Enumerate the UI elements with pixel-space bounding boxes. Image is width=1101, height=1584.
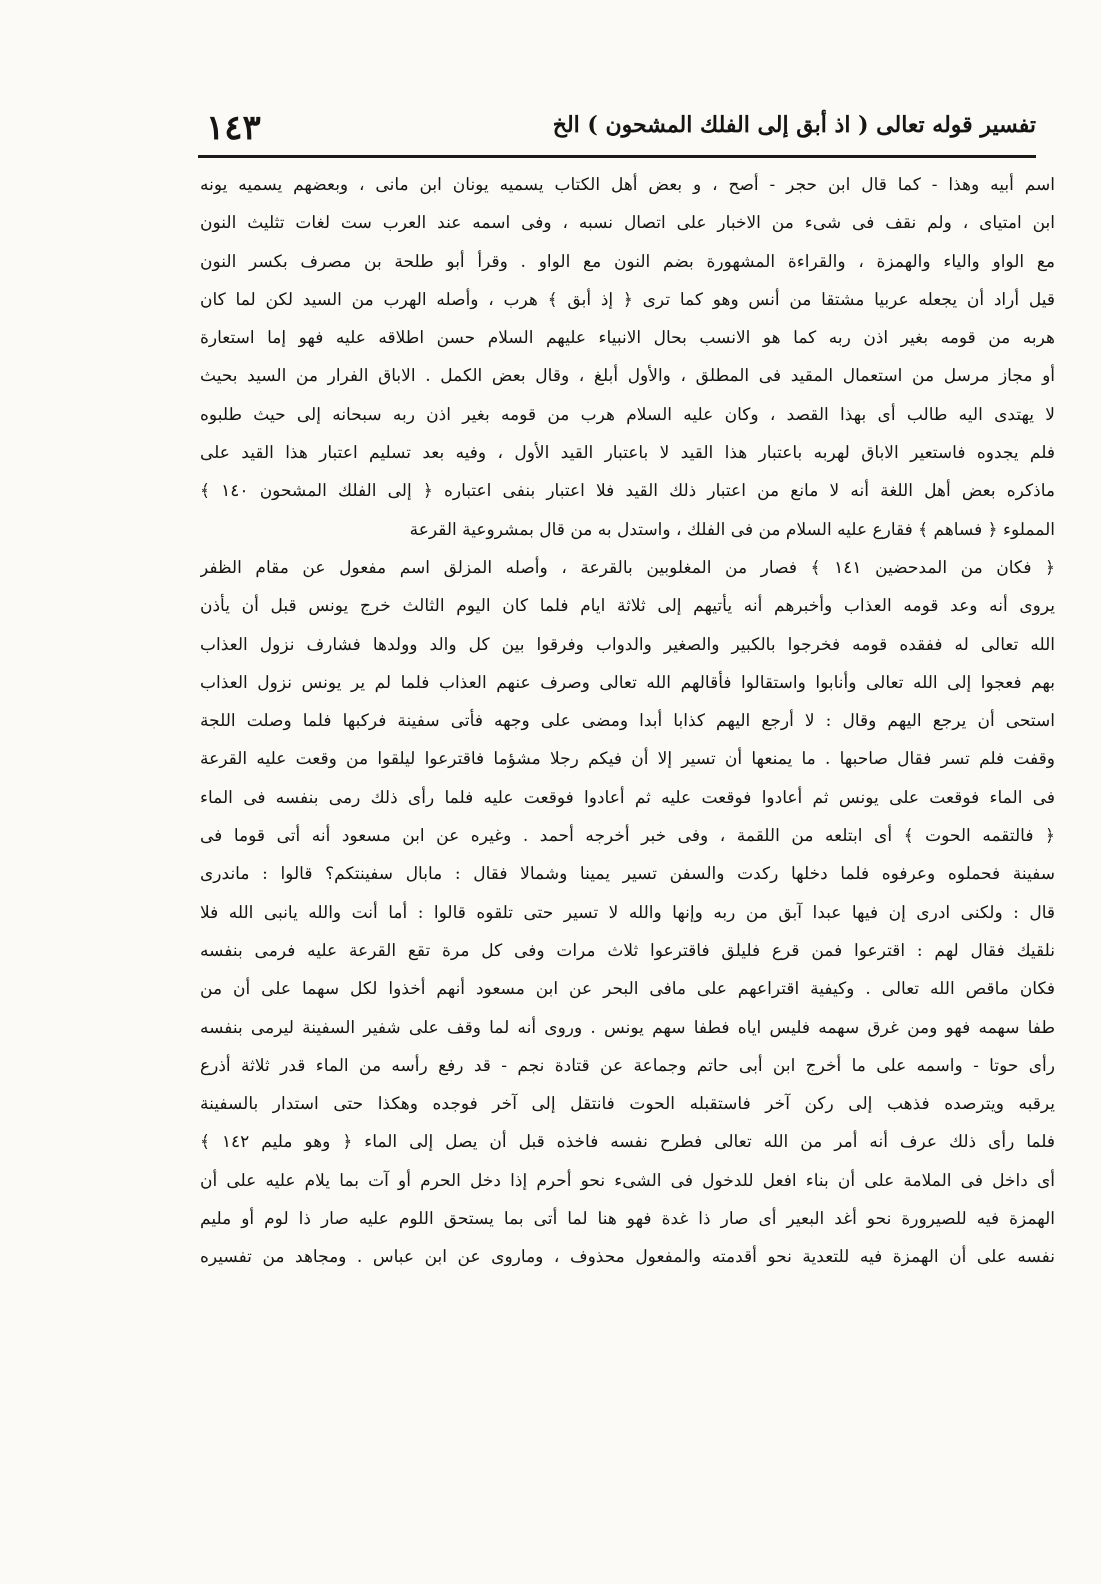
text-line: يرقبه ويترصده فذهب إلى ركن آخر فاستقبله الحوت فانتقل إلى آخر فوجده وهكذا حتى استدار بالسفينة (200, 1094, 1055, 1115)
text-line: فلم يجدوه فاستعير الاباق لهربه باعتبار هذا القيد لا باعتبار القيد الأول ، وفيه بعد تسليم اعتبار هذا القيد على (200, 443, 1055, 464)
text-line: ابن امتياى ، ولم نقف فى شىء من الاخبار على اتصال نسبه ، وفى اسمه عند العرب ست لغات تثليث النون (200, 213, 1055, 234)
text-line: الهمزة فيه للصيرورة نحو أغد البعير أى صار ذا غدة فهو هنا لما أتى بما يستحق اللوم عليه صار ذا لوم أو مليم (200, 1209, 1055, 1230)
text-line: فلما رأى ذلك عرف أنه أمر من الله تعالى فطرح نفسه فاخذه قبل أن يصل إلى الماء ﴿ وهو مليم ١٤٢ ﴾ (200, 1132, 1055, 1153)
text-line: نلقيك فقال لهم : اقترعوا فمن قرع فليلق فاقترعوا ثلاث مرات وفى كل مرة تقع القرعة عليه فرمى بنفسه (200, 940, 1055, 961)
text-line: يروى أنه وعد قومه العذاب وأخبرهم أنه يأتيهم إلى ثلاثة ايام فلما كان اليوم الثالث خرج يونس قبل أن يأذن (200, 596, 1055, 617)
text-line: المملوء ﴿ فساهم ﴾ فقارع عليه السلام من فى الفلك ، واستدل به من قال بمشروعية القرعة (409, 519, 1055, 540)
text-line: سفينة فحملوه وعرفوه فلما دخلها ركدت والسفن تسير يمينا وشمالا فقال : مابال سفينتكم؟ قالوا : ماندرى (200, 864, 1055, 885)
text-line: استحى أن يرجع اليهم وقال : لا أرجع اليهم كذابا أبدا ومضى على وجهه فأتى سفينة فركبها فلما وصلت اللجة (200, 711, 1055, 732)
text-line: فكان ماقص الله تعالى . وكيفية اقتراعهم على مافى البحر عن ابن مسعود أنهم أخذوا لكل سهما على أن من (200, 979, 1055, 1000)
text-line: أو مجاز مرسل من استعمال المقيد فى المطلق ، والأول أبلغ ، وقال بعض الكمل . الاباق الفرار من السيد بحيث (200, 366, 1055, 387)
text-line: طفا سهمه فهو ومن غرق سهمه فليس اياه فطفا سهم يونس . وروى أنه لما وقف على شفير السفينة ليرمى بنفسه (200, 1017, 1055, 1038)
body-text (200, 166, 1055, 1277)
text-line: ﴿ فكان من المدحضين ١٤١ ﴾ فصار من المغلوبين بالقرعة ، وأصله المزلق اسم مفعول عن مقام الظفر (200, 557, 1055, 578)
text-line: اسم أبيه وهذا - كما قال ابن حجر - أصح ، و بعض أهل الكتاب يسميه يونان ابن مانى ، وبعضهم يسميه يونه (200, 175, 1055, 195)
text-line: أى داخل فى الملامة على أن بناء افعل للدخول فى الشىء نحو أحرم إذا دخل الحرم أو آت بما يلام عليه على أن (200, 1170, 1055, 1191)
text-line: قيل أراد أن يجعله عربيا مشتقا من أنس وهو كما ترى ﴿ إذ أبق ﴾ هرب ، وأصله الهرب من السيد لكن لما كان (200, 289, 1055, 310)
text-line: الله تعالى له ففقده قومه فخرجوا بالكبير والصغير والدواب وفرقوا بين كل والد وولدها فشارف نزول العذاب (200, 634, 1055, 655)
text-line: بهم فعجوا إلى الله تعالى وأنابوا واستقالوا فأقالهم الله تعالى وصرف عنهم العذاب فلما لم ير يونس نزول العذاب (200, 672, 1055, 693)
header-rule (198, 155, 1036, 158)
text-line: نفسه على أن الهمزة فيه للتعدية نحو أقدمته والمفعول محذوف ، وماروى عن ابن عباس . ومجاهد من تفسيره (200, 1247, 1055, 1268)
text-line: رأى حوتا - واسمه على ما أخرج ابن أبى حاتم وجماعة عن قتادة نجم - قد رفع رأسه من الماء قدر ثلاثة أذرع (200, 1055, 1055, 1076)
text-line: قال : ولكنى ادرى إن فيها عبدا آبق من ربه وإنها والله لا تسير حتى تلقوه قالوا : أما أنت والله يانبى الله فلا (200, 902, 1055, 923)
text-line: لا يهتدى اليه طالب أى بهذا القصد ، وكان عليه السلام هرب من قومه بغير اذن ربه سبحانه إلى حيث طلبوه (200, 404, 1055, 425)
text-line: مع الواو والياء والهمزة ، والقراءة المشهورة بضم النون مع الواو . وقرأ أبو طلحة بن مصرف بكسر النون (200, 251, 1055, 272)
page-number: ١٤٣ (206, 108, 261, 148)
text-line: ﴿ فالتقمه الحوت ﴾ أى ابتلعه من اللقمة ، وفى خبر أخرجه أحمد . وغيره عن ابن مسعود أنه أتى قوما فى (200, 826, 1055, 847)
text-line: ماذكره بعض أهل اللغة أنه لا مانع من اعتبار ذلك القيد فلا اعتبار بنفى اعتباره ﴿ إلى الفلك المشحون ١٤٠ ﴾ (200, 481, 1055, 502)
text-line: هربه من قومه بغير اذن ربه كما هو الانسب بحال الانبياء عليهم السلام حسن اطلاقه عليه فهو إما استعارة (200, 328, 1055, 349)
header-title: تفسير قوله تعالى ( اذ أبق إلى الفلك المشحون ) الخ (552, 112, 1036, 138)
text-line: وقفت فلم تسر فقال صاحبها . ما يمنعها أن تسير إلا أن فيكم رجلا مشؤما فاقترعوا ليلقوا من وقعت عليه القرعة (200, 749, 1055, 770)
running-header (198, 108, 1036, 158)
text-line: فى الماء فوقعت على يونس ثم أعادوا فوقعت عليه ثم أعادوا فوقعت عليه فلما رأى ذلك رمى بنفسه فى الماء (200, 787, 1055, 808)
